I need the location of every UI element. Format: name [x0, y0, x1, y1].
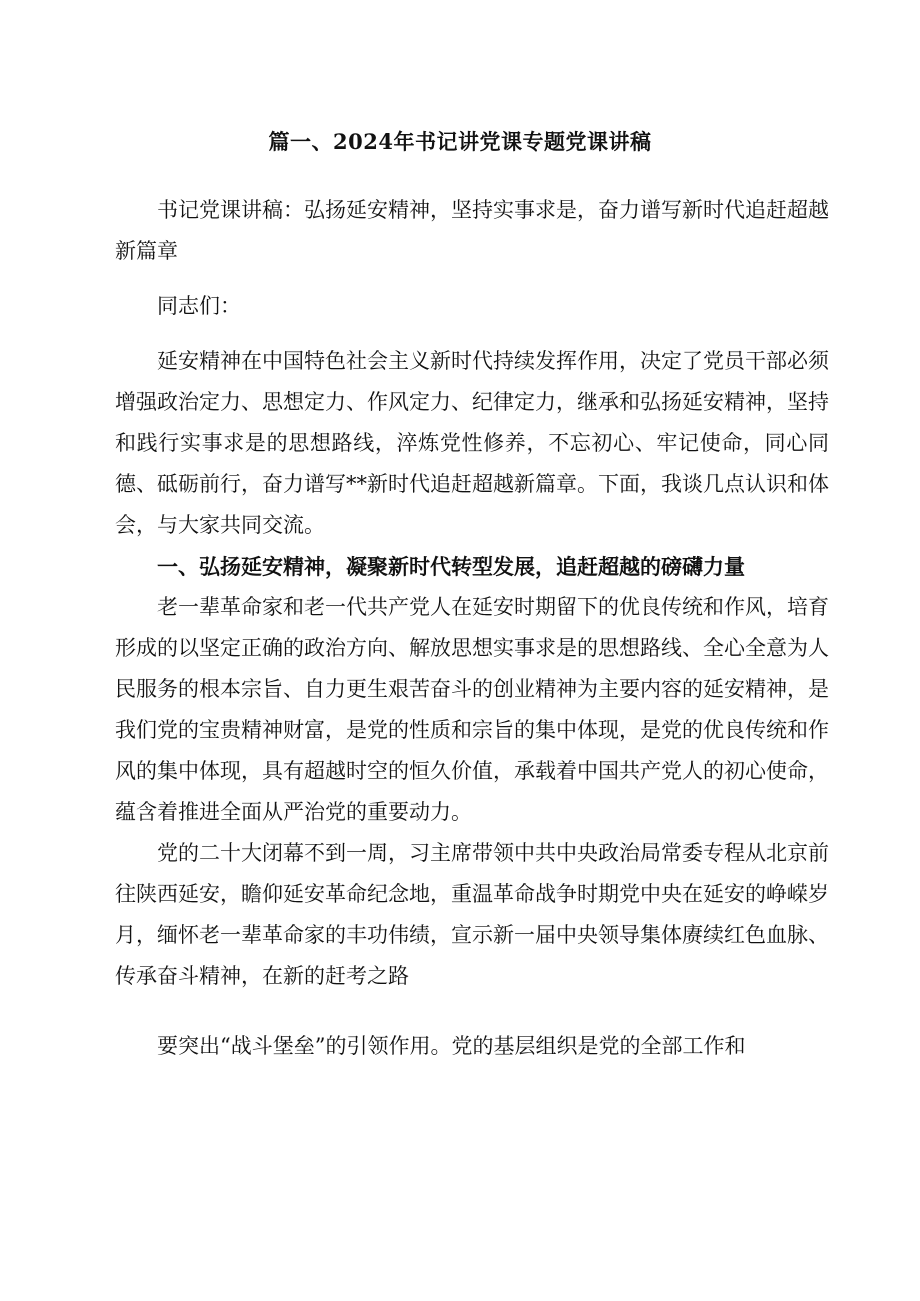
body-paragraph: 党的二十大闭幕不到一周，习主席带领中共中央政治局常委专程从北京前往陕西延安，瞻仰延安革命纪念地，重温革命战争时期党中央在延安的峥嵘岁月，缅怀老一辈革命家的丰功伟绩，宣示新一届中央领导集体赓续红色血脉、传承奋斗精神，在新的赶考之路	[115, 841, 829, 988]
subtitle-paragraph: 书记党课讲稿：弘扬延安精神，坚持实事求是，奋力谱写新时代追赶超越新篇章	[115, 198, 829, 263]
document-body	[115, 190, 829, 1067]
salutation: 同志们：	[157, 294, 241, 318]
body-paragraph: 老一辈革命家和老一代共产党人在延安时期留下的优良传统和作风，培育形成的以坚定正确的政治方向、解放思想实事求是的思想路线、全心全意为人民服务的根本宗旨、自力更生艰苦奋斗的创业精神为主要内容的延安精神，是我们党的宝贵精神财富，是党的性质和宗旨的集中体现，是党的优良传统和作风的集中体现，具有超越时空的恒久价值，承载着中国共产党人的初心使命，蕴含着推进全面从严治党的重要动力。	[115, 595, 829, 824]
body-paragraph: 延安精神在中国特色社会主义新时代持续发挥作用，决定了党员干部必须增强政治定力、思想定力、作风定力、纪律定力，继承和弘扬延安精神，坚持和践行实事求是的思想路线，淬炼党性修养，不忘初心、牢记使命，同心同德、砥砺前行，奋力谱写**新时代追赶超越新篇章。下面，我谈几点认识和体会，与大家共同交流。	[115, 349, 829, 537]
section-heading: 一、弘扬延安精神，凝聚新时代转型发展，追赶超越的磅礴力量	[157, 554, 745, 579]
document-title: 篇一、2024年书记讲党课专题党课讲稿	[268, 129, 652, 154]
body-paragraph: 要突出“战斗堡垒”的引领作用。党的基层组织是党的全部工作和	[157, 1034, 746, 1058]
